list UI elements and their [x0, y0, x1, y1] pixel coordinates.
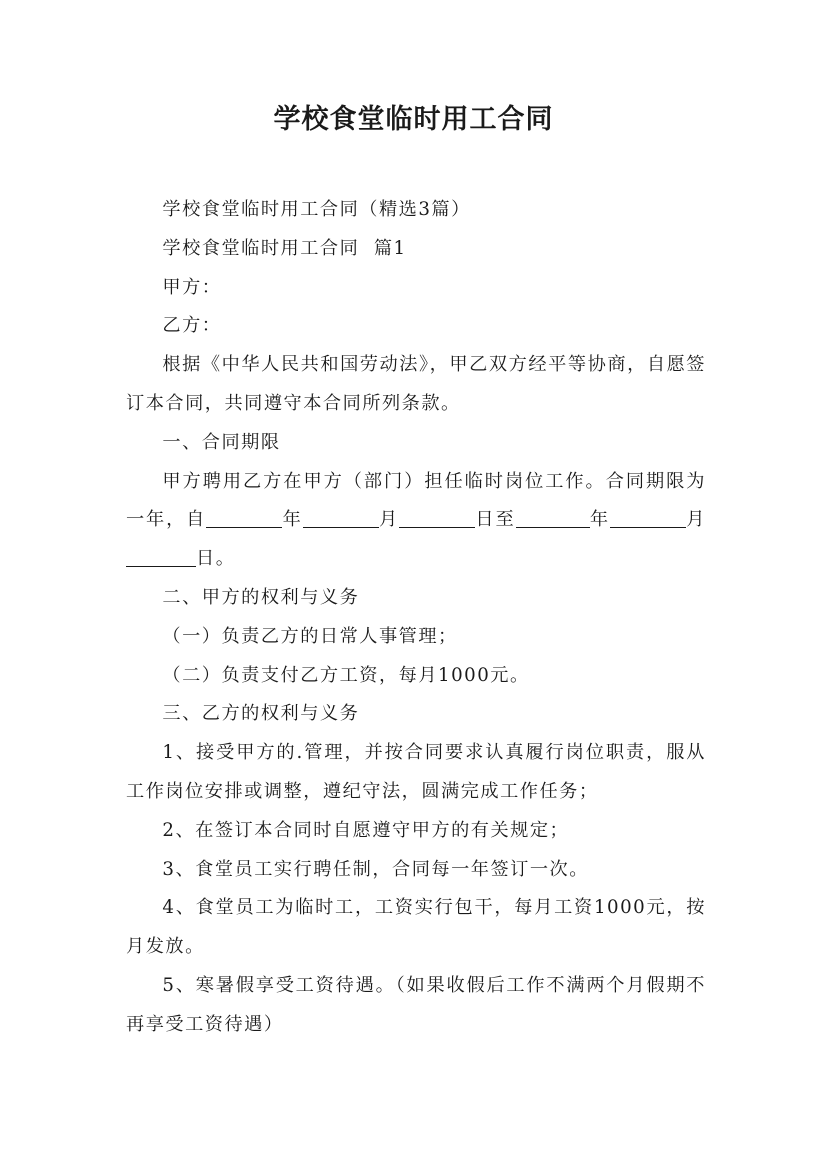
term-day-to-label: 日至: [475, 509, 516, 531]
term-end-year-label: 年: [589, 509, 610, 531]
blank-start-day: [399, 509, 475, 528]
term-year-label: 年: [282, 509, 303, 531]
term-end-day-label: 日。: [196, 548, 236, 570]
paragraph-preamble: 根据《中华人民共和国劳动法》，甲乙双方经平等协商，自愿签订本合同，共同遵守本合同所列条款。: [126, 354, 706, 414]
paragraph-clause-a2: （二）负责支付乙方工资，每月1000元。: [162, 664, 530, 686]
heading-party-b-rights: 三、乙方的权利与义务: [162, 703, 360, 725]
term-end-month-label: 月: [685, 509, 706, 531]
document-body: [126, 191, 706, 1045]
blank-end-year: [516, 509, 590, 528]
term-month-label: 月: [378, 509, 400, 531]
paragraph-party-b: 乙方：: [162, 315, 222, 337]
paragraph-subtitle: 学校食堂临时用工合同（精选3篇）: [162, 199, 471, 220]
term-text: 甲方聘用乙方在甲方（部门）担任临时岗位工作。合同期限为一年，自: [126, 470, 706, 531]
paragraph-clause-b3: 3、食堂员工实行聘任制，合同每一年签订一次。: [162, 858, 589, 880]
paragraph-contract-term: [126, 463, 706, 579]
paragraph-clause-b5: 5、寒暑假享受工资待遇。（如果收假后工作不满两个月假期不再享受工资待遇）: [126, 974, 706, 1035]
blank-start-month: [303, 509, 379, 528]
paragraph-clause-a1: （一）负责乙方的日常人事管理；: [162, 625, 458, 647]
blank-end-day: [126, 548, 196, 567]
heading-party-a-rights: 二、甲方的权利与义务: [162, 586, 360, 608]
blank-end-month: [610, 509, 686, 528]
paragraph-clause-b1: 1、接受甲方的.管理，并按合同要求认真履行岗位职责，服从工作岗位安排或调整，遵纪守法，圆满完成工作任务；: [126, 742, 706, 802]
paragraph-clause-b2: 2、在签订本合同时自愿遵守甲方的有关规定；: [162, 819, 570, 841]
document-title: 学校食堂临时用工合同: [273, 104, 554, 135]
blank-start-year: [206, 509, 282, 528]
paragraph-section-heading: 学校食堂临时用工合同 篇1: [162, 237, 407, 259]
paragraph-party-a: 甲方：: [162, 276, 222, 298]
paragraph-clause-b4: 4、食堂员工为临时工，工资实行包干，每月工资1000元，按月发放。: [126, 897, 706, 958]
heading-contract-term: 一、合同期限: [162, 431, 281, 453]
